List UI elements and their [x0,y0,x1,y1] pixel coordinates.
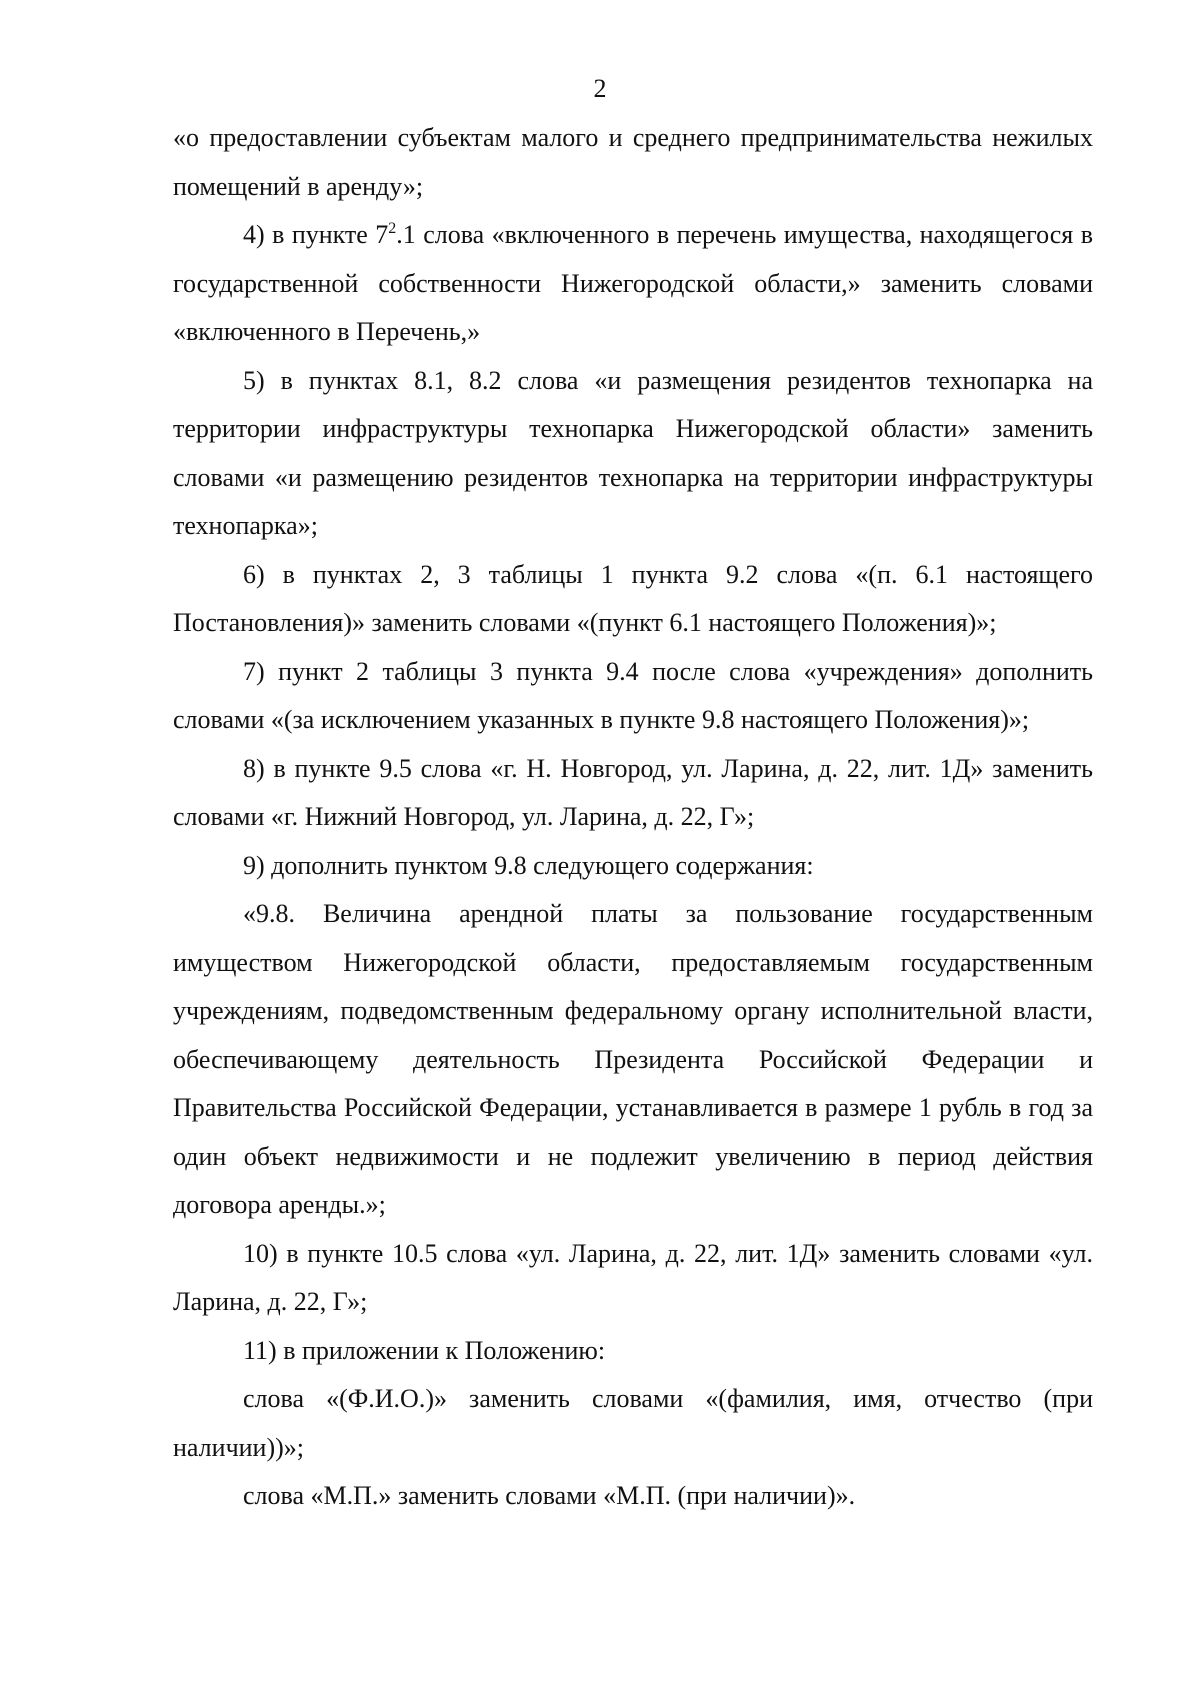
paragraph-3: 5) в пунктах 8.1, 8.2 слова «и размещения резидентов технопарка на территории инфраструктуры технопарка Нижегородской области» заменить словами «и размещению резидентов технопарка на территории инфраструктуры технопарка»; [173,365,1093,540]
page-number: 2 [593,74,607,103]
paragraph-2 [173,211,1093,357]
paragraph-8: «9.8. Величина арендной платы за пользование государственным имуществом Нижегородской области, предоставляемым государственным учреждениям, подведомственным федеральному органу исполнительной власти, обеспечивающему деятельность Президента Российской Федерации и Правительства Российской Федерации, устанавливается в размере 1 рубль в год за один объект недвижимости и не подлежит увеличению в период действия договора аренды.»; [173,899,1093,1219]
paragraph-6: 8) в пункте 9.5 слова «г. Н. Новгород, ул. Ларина, д. 22, лит. 1Д» заменить словами «г. Нижний Новгород, ул. Ларина, д. 22, Г»; [173,753,1093,831]
paragraph-1: «о предоставлении субъектам малого и среднего предпринимательства нежилых помещений в аренду»; [173,123,1093,201]
paragraph-10: 11) в приложении к Положению: [243,1335,606,1365]
document-body [173,114,1093,1521]
paragraph-7: 9) дополнить пунктом 9.8 следующего содержания: [243,850,814,880]
paragraph-2-part-2: .1 слова «включенного в перечень имущества, находящегося в государственной собственности Нижегородской области,» заменить словами «включенного в Перечень,» [173,220,1093,346]
paragraph-9: 10) в пункте 10.5 слова «ул. Ларина, д. 22, лит. 1Д» заменить словами «ул. Ларина, д. 22, Г»; [173,1238,1093,1316]
paragraph-11: слова «(Ф.И.О.)» заменить словами «(фамилия, имя, отчество (при наличии))»; [173,1384,1093,1462]
paragraph-5: 7) пункт 2 таблицы 3 пункта 9.4 после слова «учреждения» дополнить словами «(за исключением указанных в пункте 9.8 настоящего Положения)»; [173,656,1093,734]
superscript-2: 2 [388,220,397,237]
paragraph-2-part-1: 4) в пункте 7 [243,220,389,249]
paragraph-12: слова «М.П.» заменить словами «М.П. (при наличии)». [243,1481,856,1510]
paragraph-4: 6) в пунктах 2, 3 таблицы 1 пункта 9.2 слова «(п. 6.1 настоящего Постановления)» заменить словами «(пункт 6.1 настоящего Положения)»; [173,559,1093,637]
